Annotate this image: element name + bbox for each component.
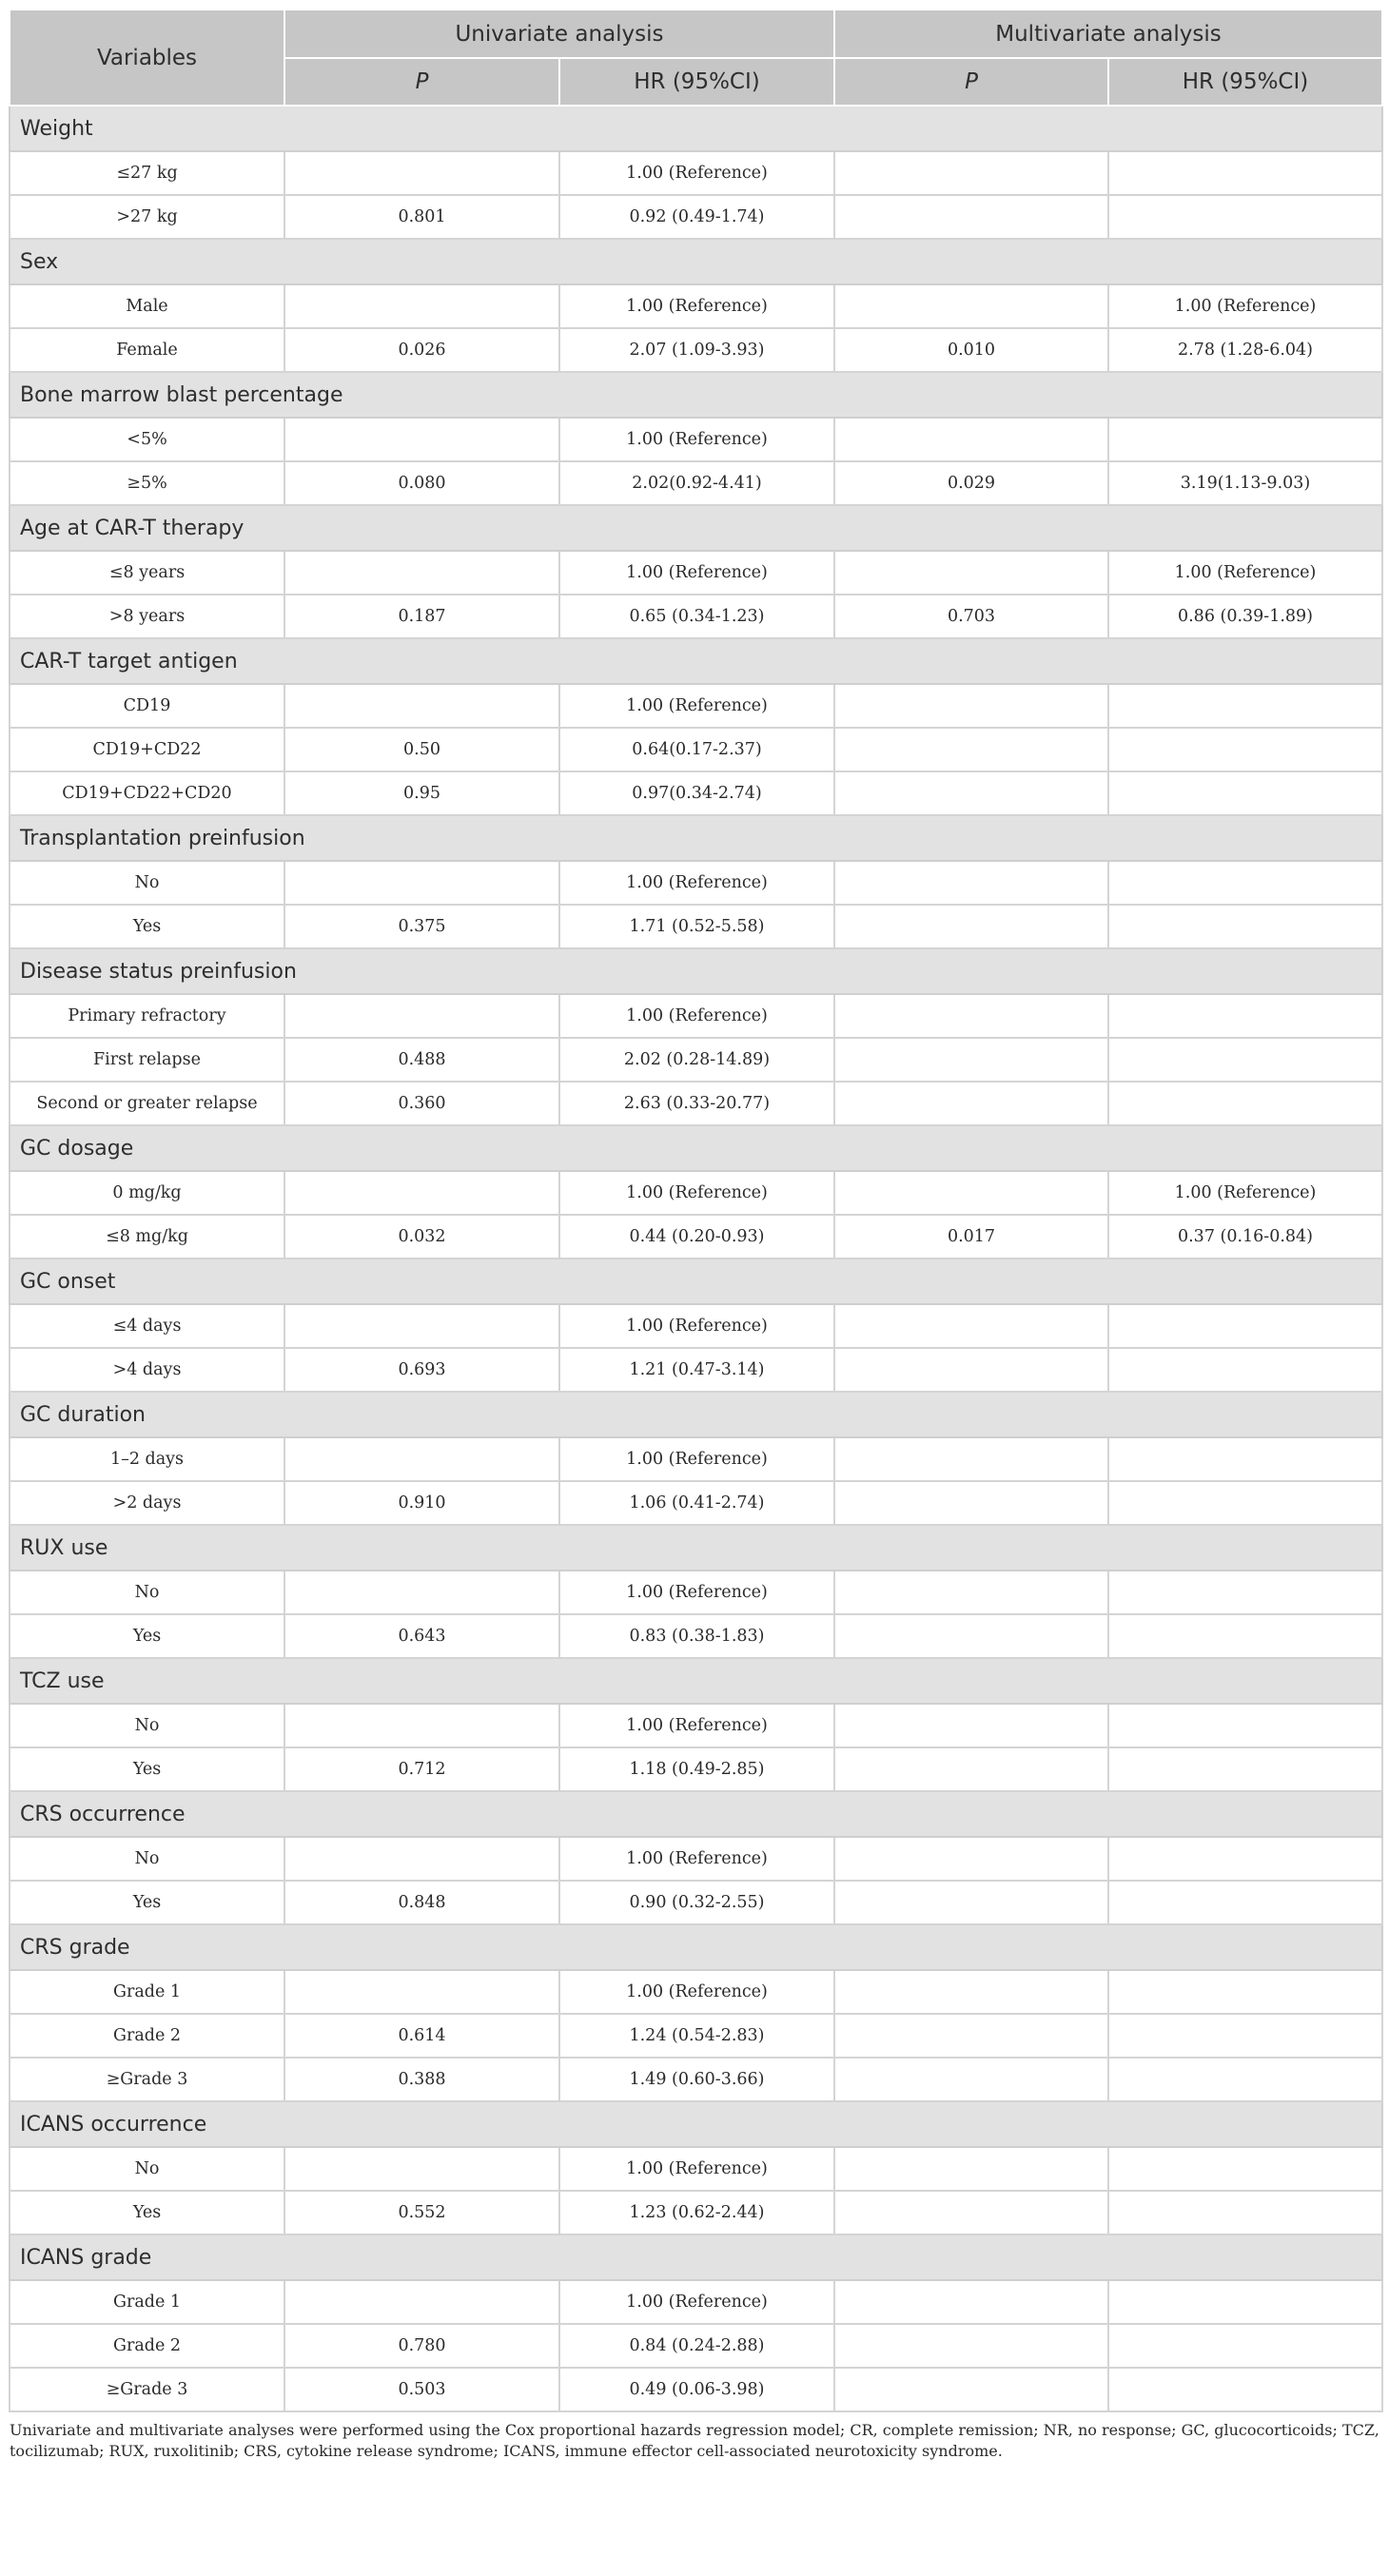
univariate-hr: 0.90 (0.32-2.55) xyxy=(559,1881,834,1924)
variable-group-title: TCZ use xyxy=(10,1658,1382,1704)
variable-group-row xyxy=(10,948,1382,994)
variable-group-title: ICANS grade xyxy=(10,2234,1382,2280)
multivariate-p-value xyxy=(834,728,1108,771)
table-row xyxy=(10,1614,1382,1658)
univariate-p-value xyxy=(284,551,559,595)
multivariate-hr xyxy=(1108,1970,1382,2014)
variable-group-title: CRS occurrence xyxy=(10,1791,1382,1837)
header-multivariate: Multivariate analysis xyxy=(834,10,1382,58)
univariate-hr: 2.02 (0.28-14.89) xyxy=(559,1038,834,1082)
univariate-p-value xyxy=(284,151,559,195)
univariate-hr: 1.00 (Reference) xyxy=(559,284,834,328)
multivariate-hr xyxy=(1108,861,1382,905)
table-row xyxy=(10,284,1382,328)
univariate-p-value: 0.080 xyxy=(284,461,559,505)
table-row xyxy=(10,1304,1382,1348)
univariate-p-value: 0.801 xyxy=(284,195,559,239)
row-label: Primary refractory xyxy=(10,994,284,1038)
univariate-hr: 1.49 (0.60-3.66) xyxy=(559,2058,834,2101)
row-label: Male xyxy=(10,284,284,328)
univariate-hr: 0.97(0.34-2.74) xyxy=(559,771,834,815)
multivariate-p-value xyxy=(834,1614,1108,1658)
univariate-p-value: 0.614 xyxy=(284,2014,559,2058)
header-univariate: Univariate analysis xyxy=(284,10,834,58)
multivariate-hr xyxy=(1108,1437,1382,1481)
univariate-p-value: 0.388 xyxy=(284,2058,559,2101)
row-label: Female xyxy=(10,328,284,372)
multivariate-hr xyxy=(1108,2324,1382,2368)
row-label: CD19+CD22+CD20 xyxy=(10,771,284,815)
univariate-p-value xyxy=(284,994,559,1038)
univariate-hr: 1.23 (0.62-2.44) xyxy=(559,2191,834,2234)
univariate-p-value xyxy=(284,2147,559,2191)
multivariate-hr xyxy=(1108,1082,1382,1125)
univariate-p-value xyxy=(284,861,559,905)
variable-group-title: Age at CAR-T therapy xyxy=(10,505,1382,551)
multivariate-hr xyxy=(1108,1704,1382,1747)
univariate-p-value xyxy=(284,1837,559,1881)
row-label: 1–2 days xyxy=(10,1437,284,1481)
multivariate-p-value xyxy=(834,2191,1108,2234)
row-label: No xyxy=(10,1837,284,1881)
univariate-p-value xyxy=(284,2280,559,2324)
row-label: ≤27 kg xyxy=(10,151,284,195)
univariate-hr: 0.44 (0.20-0.93) xyxy=(559,1215,834,1259)
univariate-hr: 0.92 (0.49-1.74) xyxy=(559,195,834,239)
univariate-p-value: 0.95 xyxy=(284,771,559,815)
row-label: Grade 2 xyxy=(10,2324,284,2368)
multivariate-hr xyxy=(1108,2014,1382,2058)
cox-regression-table xyxy=(9,9,1383,2412)
table-row xyxy=(10,905,1382,948)
row-label: >2 days xyxy=(10,1481,284,1525)
variable-group-title: Bone marrow blast percentage xyxy=(10,372,1382,418)
row-label: Yes xyxy=(10,2191,284,2234)
multivariate-hr xyxy=(1108,195,1382,239)
multivariate-p-value xyxy=(834,2147,1108,2191)
multivariate-p-value xyxy=(834,1481,1108,1525)
row-label: Grade 1 xyxy=(10,1970,284,2014)
univariate-hr: 0.64(0.17-2.37) xyxy=(559,728,834,771)
row-label: ≥5% xyxy=(10,461,284,505)
univariate-hr: 1.06 (0.41-2.74) xyxy=(559,1481,834,1525)
univariate-p-value: 0.187 xyxy=(284,595,559,638)
variable-group-row xyxy=(10,2234,1382,2280)
multivariate-hr xyxy=(1108,2368,1382,2411)
multivariate-hr xyxy=(1108,771,1382,815)
univariate-p-value: 0.375 xyxy=(284,905,559,948)
multivariate-p-value xyxy=(834,551,1108,595)
variable-group-title: Weight xyxy=(10,106,1382,151)
table-row xyxy=(10,1837,1382,1881)
row-label: Second or greater relapse xyxy=(10,1082,284,1125)
row-label: ≤8 mg/kg xyxy=(10,1215,284,1259)
header-multi-p: P xyxy=(834,58,1108,106)
univariate-p-value: 0.910 xyxy=(284,1481,559,1525)
univariate-p-value: 0.503 xyxy=(284,2368,559,2411)
univariate-p-value xyxy=(284,1304,559,1348)
row-label: Grade 2 xyxy=(10,2014,284,2058)
univariate-hr: 2.02(0.92-4.41) xyxy=(559,461,834,505)
table-row xyxy=(10,1038,1382,1082)
row-label: First relapse xyxy=(10,1038,284,1082)
univariate-p-value xyxy=(284,1171,559,1215)
univariate-p-value: 0.360 xyxy=(284,1082,559,1125)
row-label: Yes xyxy=(10,1614,284,1658)
multivariate-hr xyxy=(1108,151,1382,195)
multivariate-hr xyxy=(1108,418,1382,461)
multivariate-p-value xyxy=(834,2324,1108,2368)
multivariate-p-value xyxy=(834,1704,1108,1747)
table-row xyxy=(10,2191,1382,2234)
table-row xyxy=(10,1881,1382,1924)
multivariate-p-value xyxy=(834,905,1108,948)
multivariate-p-value xyxy=(834,1747,1108,1791)
univariate-p-value: 0.780 xyxy=(284,2324,559,2368)
univariate-p-value: 0.032 xyxy=(284,1215,559,1259)
row-label: Yes xyxy=(10,905,284,948)
multivariate-p-value xyxy=(834,771,1108,815)
multivariate-hr xyxy=(1108,684,1382,728)
univariate-p-value xyxy=(284,1571,559,1614)
variable-group-title: CAR-T target antigen xyxy=(10,638,1382,684)
multivariate-hr xyxy=(1108,1348,1382,1392)
univariate-hr: 1.00 (Reference) xyxy=(559,1704,834,1747)
variable-group-row xyxy=(10,1259,1382,1304)
univariate-hr: 1.00 (Reference) xyxy=(559,151,834,195)
univariate-hr: 1.00 (Reference) xyxy=(559,861,834,905)
table-row xyxy=(10,994,1382,1038)
multivariate-p-value xyxy=(834,861,1108,905)
table-row xyxy=(10,1082,1382,1125)
univariate-p-value: 0.50 xyxy=(284,728,559,771)
row-label: Yes xyxy=(10,1747,284,1791)
variable-group-title: RUX use xyxy=(10,1525,1382,1571)
table-row xyxy=(10,1215,1382,1259)
row-label: CD19+CD22 xyxy=(10,728,284,771)
univariate-hr: 2.63 (0.33-20.77) xyxy=(559,1082,834,1125)
multivariate-p-value xyxy=(834,1837,1108,1881)
univariate-hr: 0.49 (0.06-3.98) xyxy=(559,2368,834,2411)
multivariate-p-value: 0.703 xyxy=(834,595,1108,638)
univariate-hr: 1.21 (0.47-3.14) xyxy=(559,1348,834,1392)
header-uni-hr: HR (95%CI) xyxy=(559,58,834,106)
multivariate-hr xyxy=(1108,2280,1382,2324)
multivariate-hr xyxy=(1108,1038,1382,1082)
multivariate-hr xyxy=(1108,1747,1382,1791)
multivariate-hr xyxy=(1108,2191,1382,2234)
header-variables: Variables xyxy=(10,10,284,106)
univariate-p-value: 0.693 xyxy=(284,1348,559,1392)
univariate-hr: 1.00 (Reference) xyxy=(559,1304,834,1348)
table-row xyxy=(10,461,1382,505)
row-label: ≤8 years xyxy=(10,551,284,595)
row-label: >4 days xyxy=(10,1348,284,1392)
row-label: ≥Grade 3 xyxy=(10,2368,284,2411)
table-header xyxy=(10,10,1382,106)
univariate-p-value xyxy=(284,1970,559,2014)
univariate-hr: 1.00 (Reference) xyxy=(559,418,834,461)
univariate-hr: 1.18 (0.49-2.85) xyxy=(559,1747,834,1791)
header-uni-p: P xyxy=(284,58,559,106)
variable-group-title: Sex xyxy=(10,239,1382,284)
multivariate-hr: 1.00 (Reference) xyxy=(1108,284,1382,328)
row-label: No xyxy=(10,2147,284,2191)
univariate-hr: 1.00 (Reference) xyxy=(559,1837,834,1881)
multivariate-p-value xyxy=(834,1571,1108,1614)
univariate-hr: 1.00 (Reference) xyxy=(559,994,834,1038)
table-row xyxy=(10,1704,1382,1747)
table-row xyxy=(10,1481,1382,1525)
multivariate-p-value xyxy=(834,1171,1108,1215)
row-label: Grade 1 xyxy=(10,2280,284,2324)
row-label: No xyxy=(10,1704,284,1747)
univariate-hr: 1.71 (0.52-5.58) xyxy=(559,905,834,948)
variable-group-row xyxy=(10,239,1382,284)
row-label: 0 mg/kg xyxy=(10,1171,284,1215)
multivariate-hr: 1.00 (Reference) xyxy=(1108,551,1382,595)
multivariate-p-value: 0.017 xyxy=(834,1215,1108,1259)
univariate-hr: 0.84 (0.24-2.88) xyxy=(559,2324,834,2368)
variable-group-row xyxy=(10,1791,1382,1837)
table-row xyxy=(10,418,1382,461)
table-body xyxy=(10,106,1382,2411)
variable-group-row xyxy=(10,2101,1382,2147)
multivariate-hr xyxy=(1108,994,1382,1038)
table-row xyxy=(10,2324,1382,2368)
univariate-hr: 1.00 (Reference) xyxy=(559,1571,834,1614)
univariate-p-value xyxy=(284,418,559,461)
variable-group-title: ICANS occurrence xyxy=(10,2101,1382,2147)
multivariate-p-value xyxy=(834,1881,1108,1924)
univariate-hr: 2.07 (1.09-3.93) xyxy=(559,328,834,372)
variable-group-title: Disease status preinfusion xyxy=(10,948,1382,994)
univariate-p-value xyxy=(284,1704,559,1747)
univariate-hr: 0.65 (0.34-1.23) xyxy=(559,595,834,638)
univariate-hr: 1.24 (0.54-2.83) xyxy=(559,2014,834,2058)
variable-group-row xyxy=(10,638,1382,684)
table-row xyxy=(10,1571,1382,1614)
row-label: >8 years xyxy=(10,595,284,638)
multivariate-hr: 2.78 (1.28-6.04) xyxy=(1108,328,1382,372)
table-container xyxy=(9,9,1381,2462)
row-label: CD19 xyxy=(10,684,284,728)
multivariate-p-value xyxy=(834,1348,1108,1392)
multivariate-p-value xyxy=(834,1437,1108,1481)
variable-group-row xyxy=(10,815,1382,861)
univariate-hr: 1.00 (Reference) xyxy=(559,1171,834,1215)
multivariate-p-value xyxy=(834,684,1108,728)
multivariate-p-value xyxy=(834,284,1108,328)
multivariate-p-value xyxy=(834,1970,1108,2014)
variable-group-row xyxy=(10,1125,1382,1171)
multivariate-hr xyxy=(1108,2147,1382,2191)
multivariate-p-value: 0.010 xyxy=(834,328,1108,372)
variable-group-title: CRS grade xyxy=(10,1924,1382,1970)
table-row xyxy=(10,551,1382,595)
univariate-hr: 1.00 (Reference) xyxy=(559,684,834,728)
univariate-hr: 1.00 (Reference) xyxy=(559,2147,834,2191)
multivariate-p-value xyxy=(834,418,1108,461)
univariate-p-value: 0.643 xyxy=(284,1614,559,1658)
univariate-p-value: 0.552 xyxy=(284,2191,559,2234)
univariate-p-value xyxy=(284,684,559,728)
multivariate-hr xyxy=(1108,1481,1382,1525)
univariate-hr: 1.00 (Reference) xyxy=(559,551,834,595)
multivariate-hr xyxy=(1108,1614,1382,1658)
univariate-p-value xyxy=(284,1437,559,1481)
univariate-p-value: 0.488 xyxy=(284,1038,559,1082)
table-row xyxy=(10,1171,1382,1215)
variable-group-row xyxy=(10,1392,1382,1437)
multivariate-hr xyxy=(1108,1304,1382,1348)
multivariate-p-value xyxy=(834,1304,1108,1348)
multivariate-hr xyxy=(1108,1571,1382,1614)
univariate-hr: 0.83 (0.38-1.83) xyxy=(559,1614,834,1658)
univariate-p-value: 0.026 xyxy=(284,328,559,372)
variable-group-title: GC dosage xyxy=(10,1125,1382,1171)
row-label: ≥Grade 3 xyxy=(10,2058,284,2101)
row-label: No xyxy=(10,1571,284,1614)
multivariate-hr xyxy=(1108,2058,1382,2101)
table-row xyxy=(10,2014,1382,2058)
table-row xyxy=(10,151,1382,195)
table-row xyxy=(10,595,1382,638)
multivariate-p-value xyxy=(834,2368,1108,2411)
univariate-p-value: 0.712 xyxy=(284,1747,559,1791)
row-label: No xyxy=(10,861,284,905)
table-row xyxy=(10,684,1382,728)
univariate-p-value: 0.848 xyxy=(284,1881,559,1924)
multivariate-hr xyxy=(1108,905,1382,948)
univariate-hr: 1.00 (Reference) xyxy=(559,1437,834,1481)
multivariate-hr xyxy=(1108,1837,1382,1881)
table-row xyxy=(10,2058,1382,2101)
multivariate-p-value xyxy=(834,1082,1108,1125)
multivariate-hr xyxy=(1108,728,1382,771)
multivariate-p-value: 0.029 xyxy=(834,461,1108,505)
variable-group-row xyxy=(10,1924,1382,1970)
row-label: ≤4 days xyxy=(10,1304,284,1348)
table-row xyxy=(10,1348,1382,1392)
header-multi-hr: HR (95%CI) xyxy=(1108,58,1382,106)
variable-group-row xyxy=(10,1525,1382,1571)
multivariate-hr: 3.19(1.13-9.03) xyxy=(1108,461,1382,505)
multivariate-p-value xyxy=(834,195,1108,239)
table-row xyxy=(10,1747,1382,1791)
table-row xyxy=(10,1970,1382,2014)
table-footnote: Univariate and multivariate analyses were performed using the Cox proportional hazards regression model; CR, complete remission; NR, no response; GC, glucocorticoids; TCZ, tocilizumab; RUX, ruxolitinib; CRS, cytokine release syndrome; ICANS, immune effector cell-associated neurotoxicity syndrome. xyxy=(10,2421,1379,2460)
table-row xyxy=(10,861,1382,905)
table-row xyxy=(10,771,1382,815)
table-row xyxy=(10,2280,1382,2324)
table-row xyxy=(10,2147,1382,2191)
multivariate-p-value xyxy=(834,2280,1108,2324)
multivariate-p-value xyxy=(834,151,1108,195)
variable-group-title: GC onset xyxy=(10,1259,1382,1304)
multivariate-hr: 1.00 (Reference) xyxy=(1108,1171,1382,1215)
table-row xyxy=(10,328,1382,372)
variable-group-title: GC duration xyxy=(10,1392,1382,1437)
multivariate-hr: 0.37 (0.16-0.84) xyxy=(1108,1215,1382,1259)
multivariate-p-value xyxy=(834,2014,1108,2058)
header-row-top xyxy=(10,10,1382,58)
univariate-p-value xyxy=(284,284,559,328)
table-row xyxy=(10,2368,1382,2411)
multivariate-hr xyxy=(1108,1881,1382,1924)
variable-group-row xyxy=(10,372,1382,418)
table-row xyxy=(10,728,1382,771)
variable-group-row xyxy=(10,106,1382,151)
multivariate-p-value xyxy=(834,1038,1108,1082)
variable-group-row xyxy=(10,1658,1382,1704)
variable-group-title: Transplantation preinfusion xyxy=(10,815,1382,861)
row-label: <5% xyxy=(10,418,284,461)
multivariate-hr: 0.86 (0.39-1.89) xyxy=(1108,595,1382,638)
multivariate-p-value xyxy=(834,2058,1108,2101)
univariate-hr: 1.00 (Reference) xyxy=(559,2280,834,2324)
multivariate-p-value xyxy=(834,994,1108,1038)
row-label: Yes xyxy=(10,1881,284,1924)
univariate-hr: 1.00 (Reference) xyxy=(559,1970,834,2014)
table-row xyxy=(10,1437,1382,1481)
table-row xyxy=(10,195,1382,239)
variable-group-row xyxy=(10,505,1382,551)
row-label: >27 kg xyxy=(10,195,284,239)
